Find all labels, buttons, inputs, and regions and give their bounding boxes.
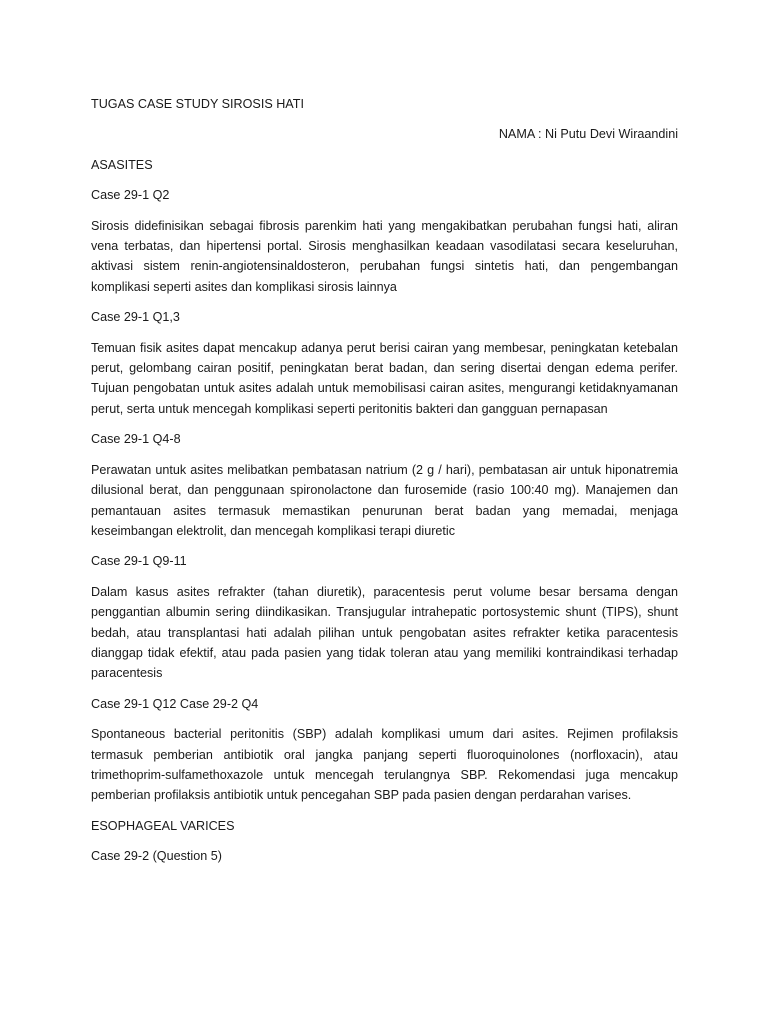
case-label: Case 29-2 (Question 5) <box>91 849 222 864</box>
case-paragraph: Sirosis didefinisikan sebagai fibrosis parenkim hati yang mengakibatkan perubahan fungsi hati, aliran vena terbatas, dan hipertensi portal. Sirosis menghasilkan keadaan vasodilatasi secara keseluruhan, aktivasi sistem renin-angiotensinaldosteron, perubahan fungsi sintetis hati, dan pengembangan komplikasi seperti asites dan komplikasi sirosis lainnya <box>91 218 678 294</box>
case-label: Case 29-1 Q4-8 <box>91 432 181 447</box>
case-paragraph: Spontaneous bacterial peritonitis (SBP) adalah komplikasi umum dari asites. Rejimen profilaksis termasuk pemberian antibiotik oral jangka panjang seperti fluoroquinolones (norfloxacin), atau trimethoprim-sulfamethoxazole untuk mencegah terulangnya SBP. Rekomendasi juga mencakup pemberian profilaksis antibiotik untuk pencegahan SBP pada pasien dengan perdarahan varises. <box>91 727 678 803</box>
case-paragraph: Temuan fisik asites dapat mencakup adanya perut berisi cairan yang membesar, peningkatan ketebalan perut, gelombang cairan positif, peningkatan berat badan, dan sering disertai dengan edema perifer. Tujuan pengobatan untuk asites adalah untuk memobilisasi cairan asites, mengurangi ketidaknyamanan perut, serta untuk mencegah komplikasi seperti peritonitis bakteri dan gangguan pernapasan <box>91 340 678 416</box>
case-paragraph: Perawatan untuk asites melibatkan pembatasan natrium (2 g / hari), pembatasan air untuk hiponatremia dilusional berat, dan penggunaan spironolactone dan furosemide (rasio 100:40 mg). Manajemen dan pemantauan asites termasuk memastikan penurunan berat badan yang memadai, menjaga keseimbangan elektrolit, dan mencegah komplikasi terapi diuretic <box>91 462 678 538</box>
author-name: NAMA : Ni Putu Devi Wiraandini <box>498 127 678 142</box>
case-paragraph: Dalam kasus asites refrakter (tahan diuretik), paracentesis perut volume besar bersama dengan penggantian albumin sering diindikasikan. Transjugular intrahepatic portosystemic shunt (TIPS), shunt bedah, atau transplantasi hati adalah pilihan untuk pengobatan asites refrakter ketika paracentesis dianggap tidak efektif, atau pada pasien yang tidak toleran atau yang memiliki kontraindikasi terhadap paracentesis <box>91 584 678 681</box>
case-label: Case 29-1 Q2 <box>91 188 170 203</box>
case-label: Case 29-1 Q1,3 <box>91 310 180 325</box>
section-heading-asites: ASASITES <box>91 157 153 172</box>
document-title: TUGAS CASE STUDY SIROSIS HATI <box>91 97 304 111</box>
case-label: Case 29-1 Q12 Case 29-2 Q4 <box>91 696 259 711</box>
case-label: Case 29-1 Q9-11 <box>91 554 187 569</box>
section-heading-esophageal-varices: ESOPHAGEAL VARICES <box>91 818 235 833</box>
